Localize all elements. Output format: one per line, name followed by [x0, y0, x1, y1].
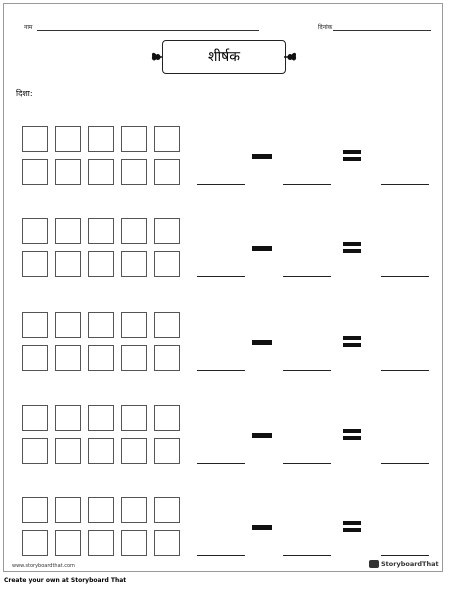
directions-label: दिशा:: [16, 89, 33, 98]
counting-box[interactable]: [154, 405, 180, 431]
counting-box[interactable]: [121, 218, 147, 244]
counting-box[interactable]: [121, 251, 147, 277]
counting-box[interactable]: [154, 530, 180, 556]
brand-logo: [369, 559, 439, 569]
counting-box[interactable]: [121, 159, 147, 185]
number-blank[interactable]: [197, 555, 245, 556]
counting-box[interactable]: [88, 497, 114, 523]
counting-box[interactable]: [22, 126, 48, 152]
number-blank[interactable]: [197, 370, 245, 371]
counting-box[interactable]: [88, 251, 114, 277]
counting-box[interactable]: [55, 159, 81, 185]
equals-icon: [343, 429, 361, 440]
minus-icon: [252, 154, 272, 159]
counting-box[interactable]: [55, 312, 81, 338]
counting-box[interactable]: [22, 312, 48, 338]
counting-box[interactable]: [22, 497, 48, 523]
number-blank[interactable]: [283, 463, 331, 464]
number-blank[interactable]: [197, 276, 245, 277]
counting-box[interactable]: [22, 405, 48, 431]
counting-box[interactable]: [154, 312, 180, 338]
date-line[interactable]: [333, 30, 431, 31]
minus-icon: [252, 433, 272, 438]
page-title: शीर्षक: [208, 49, 240, 65]
counting-box[interactable]: [154, 159, 180, 185]
create-own-link[interactable]: Create your own at Storyboard That: [4, 577, 127, 584]
counting-box[interactable]: [88, 345, 114, 371]
number-blank[interactable]: [283, 184, 331, 185]
worksheet-page: [3, 3, 443, 572]
counting-box[interactable]: [154, 438, 180, 464]
equals-icon: [343, 150, 361, 161]
number-blank[interactable]: [283, 555, 331, 556]
counting-box[interactable]: [154, 497, 180, 523]
minus-icon: [252, 525, 272, 530]
answer-blank[interactable]: [381, 555, 429, 556]
counting-box[interactable]: [88, 218, 114, 244]
number-blank[interactable]: [283, 370, 331, 371]
counting-box[interactable]: [88, 405, 114, 431]
footer-url: www.storyboardthat.com: [12, 563, 75, 569]
equals-icon: [343, 336, 361, 347]
counting-box[interactable]: [22, 438, 48, 464]
counting-box[interactable]: [88, 159, 114, 185]
answer-blank[interactable]: [381, 463, 429, 464]
counting-box[interactable]: [22, 218, 48, 244]
number-blank[interactable]: [197, 463, 245, 464]
counting-box[interactable]: [22, 251, 48, 277]
counting-box[interactable]: [55, 218, 81, 244]
counting-box[interactable]: [88, 530, 114, 556]
counting-box[interactable]: [88, 438, 114, 464]
counting-box[interactable]: [55, 251, 81, 277]
date-label: दिनांक: [318, 24, 333, 31]
counting-box[interactable]: [55, 405, 81, 431]
number-blank[interactable]: [283, 276, 331, 277]
counting-box[interactable]: [88, 312, 114, 338]
answer-blank[interactable]: [381, 276, 429, 277]
counting-box[interactable]: [121, 312, 147, 338]
counting-box[interactable]: [22, 345, 48, 371]
counting-box[interactable]: [55, 497, 81, 523]
counting-box[interactable]: [121, 497, 147, 523]
answer-blank[interactable]: [381, 184, 429, 185]
counting-box[interactable]: [121, 405, 147, 431]
title-box: [162, 40, 286, 74]
counting-box[interactable]: [121, 438, 147, 464]
counting-box[interactable]: [121, 530, 147, 556]
name-label: नाम: [24, 24, 33, 31]
minus-icon: [252, 246, 272, 251]
counting-box[interactable]: [88, 126, 114, 152]
minus-icon: [252, 340, 272, 345]
storyboard-logo-icon: [369, 560, 379, 568]
counting-box[interactable]: [55, 126, 81, 152]
counting-box[interactable]: [55, 530, 81, 556]
counting-box[interactable]: [154, 251, 180, 277]
answer-blank[interactable]: [381, 370, 429, 371]
counting-box[interactable]: [121, 345, 147, 371]
counting-box[interactable]: [22, 530, 48, 556]
counting-box[interactable]: [22, 159, 48, 185]
counting-box[interactable]: [55, 345, 81, 371]
number-blank[interactable]: [197, 184, 245, 185]
name-line[interactable]: [37, 30, 259, 31]
brand-name: StoryboardThat: [381, 560, 439, 568]
counting-box[interactable]: [154, 345, 180, 371]
counting-box[interactable]: [154, 218, 180, 244]
counting-box[interactable]: [55, 438, 81, 464]
equals-icon: [343, 242, 361, 253]
equals-icon: [343, 521, 361, 532]
counting-box[interactable]: [121, 126, 147, 152]
counting-box[interactable]: [154, 126, 180, 152]
right-ornament-icon: [283, 50, 297, 64]
